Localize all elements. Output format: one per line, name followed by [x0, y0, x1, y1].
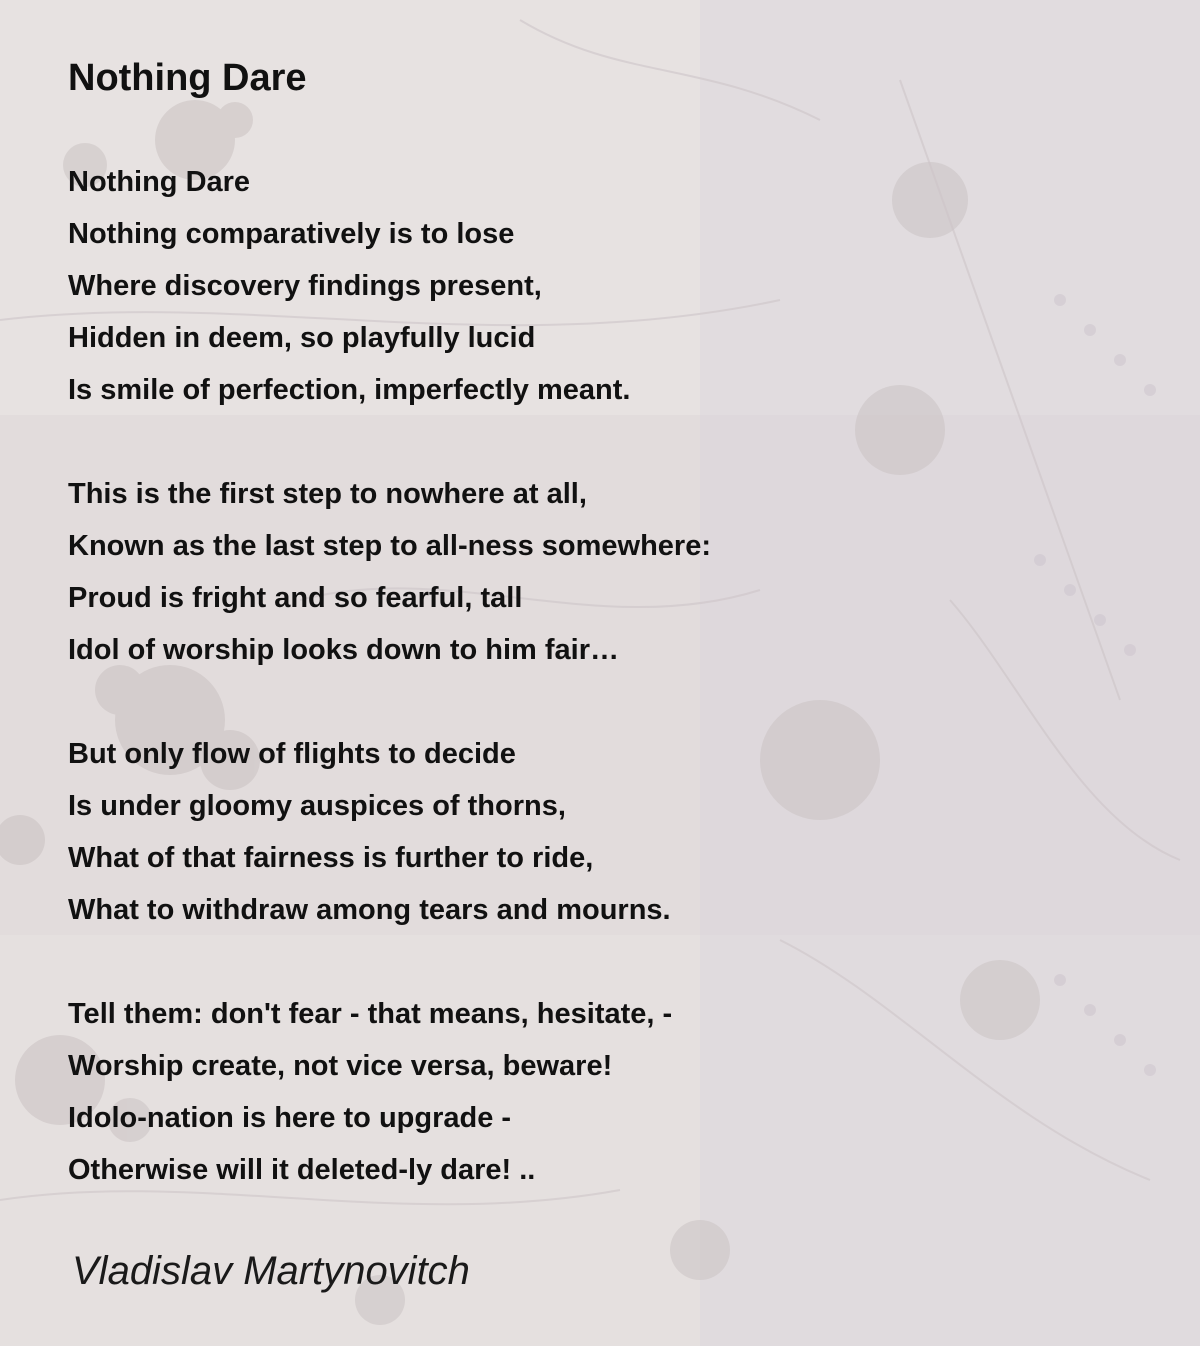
poem-line: Nothing Dare [68, 166, 251, 198]
poem-line: Nothing comparatively is to lose [68, 218, 515, 250]
stanza-2 [68, 468, 711, 676]
poem-author: Vladislav Martynovitch [72, 1249, 470, 1293]
poem-title: Nothing Dare [68, 57, 307, 99]
poem-line: Known as the last step to all-ness somewhere: [68, 530, 711, 562]
poem-line: Otherwise will it deleted-ly dare! .. [68, 1154, 536, 1186]
poem-line: But only flow of flights to decide [68, 738, 516, 770]
poem-line: Is smile of perfection, imperfectly meant. [68, 374, 631, 406]
poem-line: Is under gloomy auspices of thorns, [68, 790, 566, 822]
poem-line: Hidden in deem, so playfully lucid [68, 322, 536, 354]
poem-line: Worship create, not vice versa, beware! [68, 1050, 613, 1082]
poem-line: What to withdraw among tears and mourns. [68, 894, 671, 926]
poem-line: Where discovery findings present, [68, 270, 542, 302]
poem-line: Tell them: don't fear - that means, hesitate, - [68, 998, 673, 1030]
stanza-4 [68, 988, 711, 1196]
stanza-1 [68, 156, 711, 416]
poem-line: This is the first step to nowhere at all, [68, 478, 587, 510]
poem-body [68, 156, 711, 1248]
poem-line: Idol of worship looks down to him fair… [68, 634, 619, 666]
poem-line: What of that fairness is further to ride, [68, 842, 594, 874]
stanza-3 [68, 728, 711, 936]
poem-line: Proud is fright and so fearful, tall [68, 582, 523, 614]
poem-line: Idolo-nation is here to upgrade - [68, 1102, 512, 1134]
